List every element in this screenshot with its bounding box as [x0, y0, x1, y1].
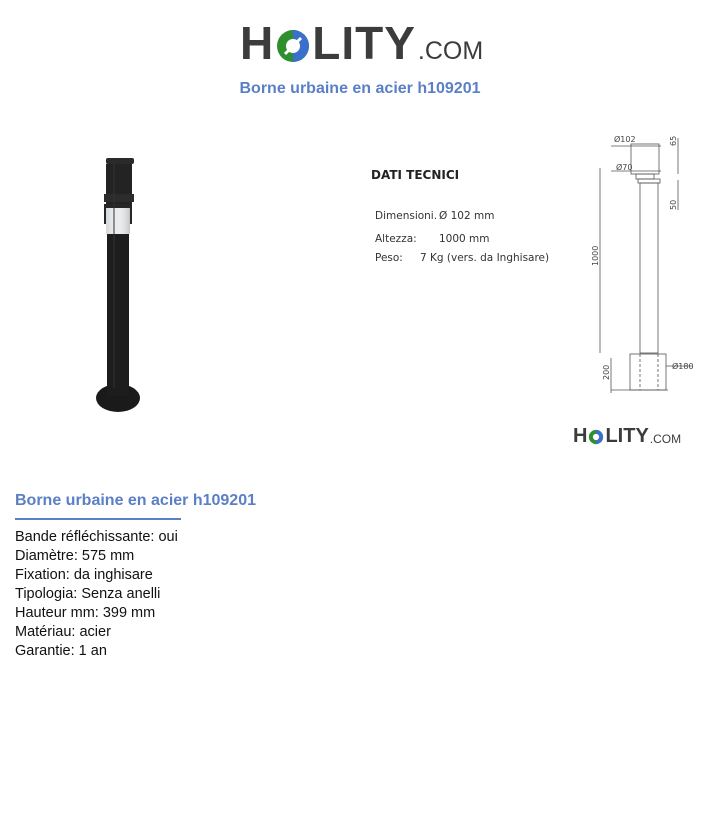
product-title: Borne urbaine en acier h109201 — [15, 492, 256, 509]
brand-logo[interactable] — [240, 14, 484, 69]
spec-dimensions-label: Dimensioni. — [375, 210, 438, 222]
attribute-item: Garantie: 1 an — [15, 643, 107, 659]
technical-drawing — [600, 135, 692, 393]
dim-h-mid: 50 — [669, 199, 678, 210]
dim-d-mid: Ø70 — [616, 163, 633, 172]
logo-letter-h: H — [240, 17, 275, 69]
spec-weight-value: 7 Kg (vers. da Inghisare) — [420, 252, 550, 264]
attribute-item: Hauteur mm: 399 mm — [15, 605, 156, 621]
dim-h-body: 1000 — [591, 245, 600, 266]
attribute-item: Matériau: acier — [15, 624, 111, 640]
spec-dimensions-value: Ø 102 mm — [439, 210, 495, 222]
attribute-list — [15, 528, 178, 661]
dim-d-base: Ø180 — [672, 362, 694, 371]
title-underline — [15, 518, 181, 520]
logo-small-wordmark: H LITY — [573, 425, 649, 447]
page-title: Borne urbaine en acier h109201 — [239, 80, 481, 97]
attribute-item: Diamètre: 575 mm — [15, 548, 135, 564]
logo-wordmark — [240, 17, 416, 69]
spec-height-label: Altezza: — [375, 233, 417, 245]
logo-small-o-icon — [588, 428, 604, 444]
dim-h-top: 65 — [669, 135, 678, 146]
bollard-photo — [96, 158, 140, 412]
logo-letters-lity: LITY — [312, 17, 416, 69]
logo-com: .COM — [417, 37, 484, 65]
attribute-item: Tipologia: Senza anelli — [15, 586, 161, 602]
dim-d-top: Ø102 — [614, 135, 636, 144]
attribute-item: Bande réfléchissante: oui — [15, 529, 178, 545]
brand-logo-small: H LITY .COM — [573, 425, 682, 447]
spec-weight-label: Peso: — [375, 252, 403, 264]
spec-height-value: 1000 mm — [439, 233, 490, 245]
attribute-item: Fixation: da inghisare — [15, 567, 153, 583]
product-image — [0, 108, 720, 470]
tech-sheet-heading: DATI TECNICI — [371, 168, 460, 182]
logo-o-icon — [275, 25, 311, 61]
dim-h-base: 200 — [602, 364, 611, 380]
